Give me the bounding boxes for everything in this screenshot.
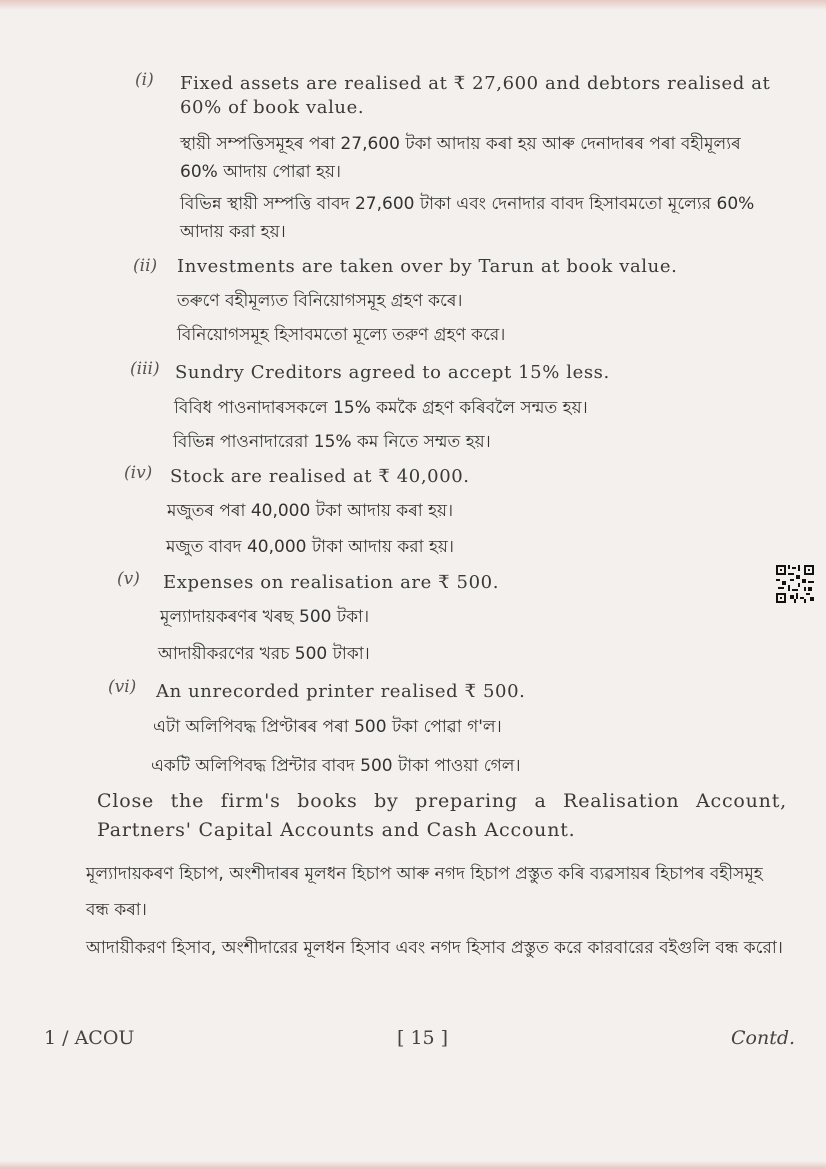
item-bengali-line: বিনিয়োগসমূহ হিসাবমতো মূল্যে তরুণ গ্রহণ করে। (177, 325, 506, 345)
item-assamese-line: মজুতৰ পৰা 40,000 টকা আদায় কৰা হয়। (167, 501, 454, 521)
item-english-line: An unrecorded printer realised ₹ 500. (156, 681, 526, 702)
item-assamese-line: স্থায়ী সম্পত্তিসমূহৰ পৰা 27,600 টকা আদায় কৰা হয় আৰু দেনাদাৰৰ পৰা বহীমূল্যৰ (180, 134, 741, 154)
instruction-assamese: মূল্যাদায়কৰণ হিচাপ, অংশীদাৰৰ মূলধন হিচাপ আৰু নগদ হিচাপ প্ৰস্তুত কৰি ব্যৱসায়ৰ হিচাপৰ বহীসমূহ বন্ধ কৰা। (86, 864, 763, 920)
item-assamese-line: তৰুণে বহীমূল্যত বিনিয়োগসমূহ গ্ৰহণ কৰে। (177, 291, 463, 311)
item-bengali-line: বিভিন্ন স্থায়ী সম্পত্তি বাবদ 27,600 টাকা এবং দেনাদার বাবদ হিসাবমতো মূল্যের 60% (180, 194, 755, 214)
item-bengali-line: আদায় করা হয়। (180, 222, 286, 242)
item-number: (vi) (108, 677, 137, 697)
paper-code: 1 / ACOU (44, 1027, 135, 1049)
item-english-line: Stock are realised at ₹ 40,000. (170, 466, 470, 487)
qr-code-icon (776, 565, 814, 603)
item-number: (iv) (124, 463, 153, 483)
item-bengali-line: একটি অলিপিবদ্ধ প্রিন্টার বাবদ 500 টাকা পাওয়া গেল। (151, 756, 521, 776)
item-english-line: Sundry Creditors agreed to accept 15% less. (175, 362, 610, 383)
page-bottom-edge (0, 1161, 826, 1169)
item-assamese-line: বিবিধ পাওনাদাৰসকলে 15% কমকৈ গ্ৰহণ কৰিবলৈ সন্মত হয়। (174, 398, 588, 418)
item-assamese-line: 60% আদায় পোৱা হয়। (180, 162, 341, 182)
item-english-line: Expenses on realisation are ₹ 500. (163, 572, 500, 593)
item-number: (v) (117, 569, 140, 589)
item-english-line: 60% of book value. (180, 97, 365, 118)
item-bengali-line: বিভিন্ন পাওনাদারেরা 15% কম নিতে সম্মত হয়। (173, 432, 491, 452)
item-english-line: Investments are taken over by Tarun at book value. (177, 256, 678, 277)
item-bengali-line: আদায়ীকরণের খরচ 500 টাকা। (158, 644, 370, 664)
instruction-bengali: আদায়ীকরণ হিসাব, অংশীদারের মূলধন হিসাব এবং নগদ হিসাব প্রস্তুত করে কারবারের বইগুলি বন্ধ করো। (86, 938, 783, 958)
page-top-edge (0, 0, 826, 10)
item-bengali-line: মজুত বাবদ 40,000 টাকা আদায় করা হয়। (166, 537, 455, 557)
item-assamese-line: এটা অলিপিবদ্ধ প্ৰিণ্টাৰৰ পৰা 500 টকা পোৱা গ'ল। (153, 717, 502, 737)
item-number: (i) (135, 70, 154, 90)
item-english-line: Fixed assets are realised at ₹ 27,600 and debtors realised at (180, 73, 771, 94)
page-number: [ 15 ] (397, 1027, 449, 1049)
item-number: (iii) (130, 359, 160, 379)
item-number: (ii) (133, 256, 158, 276)
instruction-english: Close the firm's books by preparing a Realisation Account, Partners' Capital Accounts and Cash Account. (97, 790, 787, 841)
continued-label: Contd. (731, 1027, 796, 1049)
item-assamese-line: মূল্যাদায়কৰণৰ খৰছ 500 টকা। (160, 607, 370, 627)
